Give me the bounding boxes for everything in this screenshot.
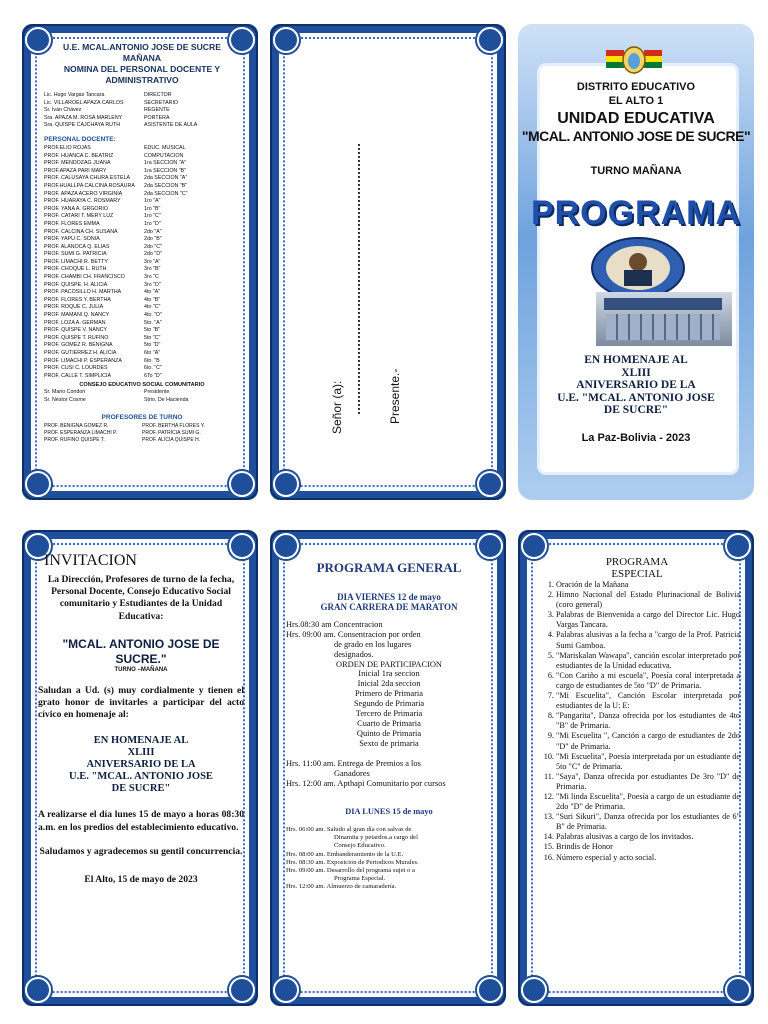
program-item: 1. Oración de la Mañana [556,580,740,590]
schedule-line: Hrs. 09:00 am. Consentracion por orden [286,630,421,639]
staff-role: 6to. "C" [144,365,162,372]
staff-name: PROF. YANA A. GRGORIO [44,205,108,212]
program-item: 2. Himno Nacional del Estado Plurinacional de Bolivia (coro general) [556,590,740,610]
orden-item: Primero de Primaria [355,689,423,698]
staff-row [44,145,240,153]
heading-line: NOMINA DEL PERSONAL DOCENTE Y [63,64,221,74]
invitation-homenaje [38,735,244,795]
staff-row [44,236,240,244]
invitation-signature: El Alto, 15 de mayo de 2023 [84,874,198,886]
staff-name: PROF. CHOQUE L. RUTH [44,266,107,273]
staff-name: PROF. QUISPE V. NANCY [44,327,108,334]
orden-item: Segundo de Primaria [353,699,425,708]
staff-role: 2do "B" [144,236,162,243]
orden-item: Quinto de Primaria [356,729,422,738]
invitation-panel [22,530,258,1006]
staff-role: 4to. "D" [144,312,162,319]
schedule-line: Programa Especial. [334,875,386,883]
turno-name: PROF. RUFINO QUISPE T. [44,436,105,443]
schedule-line: Ganadores [334,769,370,778]
staff-role: 5to. "A" [144,319,162,326]
staff-row [44,358,240,366]
staff-name: PROF.ELIO ROJAS [44,144,91,151]
homenaje-line: ANIVERSARIO DE LA [576,379,696,391]
staff-role: 5to "D" [144,342,161,349]
homenaje-line: U.E. "MCAL. ANTONIO JOSE [69,771,213,783]
staff-row [44,259,240,267]
staff-row [44,297,240,305]
program-special-title [534,556,740,580]
staff-row [44,365,240,373]
staff-role: 4to "C" [144,304,161,311]
homenaje-line: XLIII [127,747,155,759]
turno-name: PROF. PATRICIA SUMI G. [142,429,201,436]
invitation-greeting: Saludan a Ud. (s) muy cordialmente y tienen el grato honor de invitarles a participar del acto cívico en homenaje al: [38,684,244,721]
day2-title: DIA LUNES 15 de mayo [345,807,433,816]
staff-role: 6To "D" [144,372,162,379]
staff-name: PROF. CHAMBI CH. FRANCISCO [44,274,125,281]
staff-role: REGENTE [144,107,170,114]
orden-title: ORDEN DE PARTICIPACION [336,660,442,669]
staff-role: Strio. De Hacienda [144,396,189,403]
staff-row [44,206,240,214]
staff-name: PROF. LIMACHI P. ESPERANZA [44,357,122,364]
staff-row [44,320,240,328]
address-panel [270,24,506,500]
turno-grid [44,423,240,444]
schedule-day2 [286,826,492,892]
staff-row [44,183,240,191]
staff-row [44,373,240,381]
school-name: "MCAL. ANTONIO JOSE DE SUCRE" [521,128,751,144]
staff-row [44,244,240,252]
program-item: 12. "Mi linda Escuelita", Poesía a cargo de un estudiante de 2do "D" de Primaria. [556,792,740,812]
staff-role: 3ro "C [144,274,159,281]
program-item: 9. "Mi Escuelita ", Canción a cargo de estudiantes de 2do "D" de Primaria. [556,731,740,751]
program-item: 4. Palabras alusivas a la fecha a "cargo de la Prof. Patricia Sumi Gamboa. [556,630,740,650]
staff-role: 2da SECCION "B" [144,182,188,189]
staff-name: PROF.HUALLPA CALCINA ROSAURA [44,182,135,189]
homenaje-block [518,354,754,417]
program-item: 7. "Mi Escuelita", Canción Escolar interpretada por estudiantes de la U: E: [556,691,740,711]
unidad-title: UNIDAD EDUCATIVA [557,110,715,127]
homenaje-line: U.E. "MCAL. ANTONIO JOSE [557,391,715,404]
staff-name: PROF. CALLE T. SIMPLICIA [44,372,112,379]
staff-role: EDUC. MUSICAL [144,144,186,151]
staff-row [44,191,240,199]
staff-row [44,175,240,183]
heading-line: ADMINISTRATIVO [105,75,179,85]
staff-role: 2da SECCION "A" [144,175,188,182]
staff-row [44,251,240,259]
staff-name: PROF. LOZA A. GERMAN [44,319,106,326]
orden-item: Inicial 2da seccion [357,679,421,688]
turno-right [142,423,240,444]
homenaje-line: ANIVERSARIO DE LA [86,759,196,771]
staff-row [44,213,240,221]
schedule-line: Hrs. 06:00 am. Saludo al gran día con salvas de [286,826,412,833]
staff-row [44,289,240,297]
staff-row [44,221,240,229]
turno-title: PROFESORES DE TURNO [101,413,183,421]
staff-row [44,122,240,130]
turno-name: PROF. BENIGNA GOMEZ R. [44,422,109,429]
homenaje-line: EN HOMENAJE AL [584,354,688,366]
turno-left [44,423,142,444]
staff-role: 3ro "D" [144,281,161,288]
staff-name: PROF. LIMACHI R. BETTY [44,258,108,265]
staff-name: PROF. CALUSAYA CHURA ESTELA [44,175,131,182]
homenaje-line: XLIII [621,366,651,379]
district-line: EL ALTO 1 [608,95,664,107]
program-item: 10. "Mi Escuelita", Poesía interpretada por un estudiante de 5to "C" de Primaria. [556,752,740,772]
invitation-title: INVITACION [44,552,137,569]
staff-name: PROF. YAPU C. SONIA [44,236,100,243]
school-emblem-icon [588,236,688,300]
staff-role: 2do "D" [144,251,162,258]
orden-item: Inicial 1ra seccion [358,669,420,678]
staff-role: 3ro "A" [144,258,161,265]
invitation-date-text: A realizarse el día lunes 15 de mayo a horas 08:30 a.m. en los predios del establecimiento educativo. [38,809,244,833]
staff-role: 2do "A" [144,228,162,235]
staff-name: PROF.APAZA PARI MARY [44,167,107,174]
invitation-closing: Saludamos y agradecemos su gentil concurrencia. [39,845,243,857]
invitation-intro: La Dirección, Profesores de turno de la fecha, Personal Docente, Consejo Educativo Social comunitario y Estudiantes de la Unidad Educativa: [47,574,235,622]
staff-name: PROF. GUTIERREZ H. ALICIA [44,350,117,356]
program-item: 8. "Pangarita", Danza ofrecida por los estudiantes de 4to "B" de Primaria. [556,711,740,731]
staff-name: PROF. SUMI G. PATRICIA [44,251,107,258]
homenaje-line: EN HOMENAJE AL [93,735,189,747]
staff-role: 1ro "D" [144,220,161,227]
staff-role: Presidente [144,389,170,396]
admin-list [44,92,240,130]
staff-role: 6to. "B [144,357,160,364]
program-item: 5. "Mariskalan Wawapa", canción escolar interpretado por estudiantes de la Unidad educativa. [556,651,740,671]
schedule-line: Hrs.08:30 am Concentracion [286,620,383,629]
staff-role: 2do "C" [144,243,162,250]
consejo-title: CONSEJO EDUCATIVO SOCIAL COMUNITARIO [79,382,205,389]
staff-name: Lic. Hugo Vargas Tancara [44,92,105,98]
staff-name: PROF. CUSI C. LOURDES [44,365,108,372]
homenaje-line: DE SUCRE" [111,783,171,795]
staff-role: 4to "B" [144,296,161,303]
program-item: 6. "Con Cariño a mi escuela", Poesía coral interpretada a cargo de estudiantes de 5to "D" de Primaria. [556,671,740,691]
schedule-line: designados. [334,650,374,659]
place-year: La Paz-Bolivia - 2023 [581,432,691,444]
program-item: 14. Palabras alusivas a cargo de los invitados. [556,832,740,842]
schedule-day1 [286,620,492,660]
staff-list-panel [22,24,258,500]
staff-row [44,304,240,312]
program-special-panel [518,530,754,1006]
staff-role: 1ro "B" [144,205,161,212]
program-item: 3. Palabras de Bienvenida a cargo del Director Lic. Hugo Vargas Tancara. [556,610,740,630]
staff-heading [44,42,240,86]
staff-role: DIRECTOR [144,92,172,98]
staff-name: PROF. ROQUE C. JULIA [44,304,104,311]
staff-name: PROF. ALANOCA Q. ELIAS [44,243,110,250]
staff-name: PROF. FLORES EMMA [44,220,100,227]
staff-row [44,100,240,108]
title-line: PROGRAMA [605,556,669,568]
dotted-line [358,144,360,414]
staff-role: ASISTENTE DE AULA [144,122,198,129]
staff-role: 6to "A" [144,350,161,356]
program-general-panel [270,530,506,1006]
staff-row [44,92,240,100]
staff-name: PROF. HUARAYA C. ROSMARY [44,198,121,205]
staff-role: 5to "C" [144,334,161,341]
staff-name: Sra. QUISPE CAJCHAYA RUTH [44,122,121,129]
orden-list [286,669,492,749]
staff-name: PROF. CATARI T. MERY LUZ [44,213,114,220]
staff-name: Sr. Iván Chávez [44,107,82,114]
staff-name: Sr. Mario Condori [44,389,86,396]
staff-name: PROF. PACOSILLO H. MARTHA [44,289,122,296]
staff-row [44,115,240,123]
orden-item: Cuarto de Primaria [357,719,421,728]
turno-name: PROF. ALICIA QUISPE H. [142,436,201,443]
title-line: ESPECIAL [611,568,663,580]
staff-row [44,168,240,176]
docente-list [44,145,240,380]
staff-row [44,350,240,358]
staff-row [44,327,240,335]
staff-name: PROF. GOMEZ R. BENIGNA [44,342,113,349]
event1-title: GRAN CARRERA DE MARATON [320,602,458,612]
staff-role: 1ro "C" [144,213,161,220]
staff-row [44,274,240,282]
bolivia-shield-icon [602,44,666,76]
schedule-line: Consejo Educativo. [334,842,386,850]
homenaje-line: DE SUCRE" [603,404,669,416]
senor-label: Señor (a): [330,380,344,434]
invitation-turno: TURNO –MAÑANA [114,666,168,673]
staff-row [44,335,240,343]
program-general-title: PROGRAMA GENERAL [316,560,462,575]
staff-row [44,266,240,274]
schedule-line: Dinamita y petardos.a cargo del [334,834,418,842]
schedule-line: Hrs. 11:00 am. Entrega de Premios a los [286,759,421,768]
schedule-line: de grado en los lugares [334,640,412,649]
staff-name: Sr. Néstor Cosme [44,396,86,403]
staff-row [44,198,240,206]
turno-label: TURNO MAÑANA [590,165,682,177]
staff-name: Sra. APAZA M. ROSA MARLENY [44,114,123,121]
school-building-photo [596,292,732,346]
staff-name: PROF. MAMANI Q. NANCY [44,312,110,319]
schedule-line: Hrs. 12:00 am. Apthapi Comunitario por cursos [286,779,446,788]
heading-line: U.E. MCAL.ANTONIO JOSE DE SUCRE [63,42,221,52]
presente-label: Presente.- [388,368,402,424]
staff-row [44,312,240,320]
staff-name: PROF. QUISPE. H. ALICIA [44,281,108,288]
staff-role: COMPUTACION [144,152,184,159]
program-item: 13. "Suri Sikuri", Danza ofrecida por los estudiantes de 6" B" de Primaria. [556,812,740,832]
ornate-frame [270,24,506,500]
turno-name: PROF. BERTHA FLORES Y. [142,422,205,429]
staff-row [44,229,240,237]
staff-role: 2da SECCION "C" [144,190,188,197]
staff-row [44,282,240,290]
staff-role: 1ro "A" [144,198,161,205]
consejo-list [44,389,240,404]
staff-row [44,160,240,168]
heading-line: MAÑANA [122,53,162,63]
staff-row [44,389,240,397]
schedule-line: Hrs. 09:00 am. Desarrollo del programa sujet o a [286,867,415,875]
schedule-line: Hrs. 08:00 am. Embanderamiento de la U.E. [286,850,404,858]
program-item: 11. "Saya", Danza ofrecida por estudiantes De 3ro "D" de Primaria. [556,772,740,792]
staff-row [44,397,240,405]
special-program-list [534,580,740,863]
staff-name: PROF. CALCINA CH. SUSANA [44,228,118,235]
staff-role: 3ro "B" [144,266,161,273]
day1-title: DIA VIERNES 12 de mayo [337,592,441,602]
staff-name: Lic. VILLAROEL APAZA CARLOS [44,99,124,106]
staff-role: 4to "A" [144,289,161,296]
staff-name: PROF. APAZA ACERO VIRGINIA [44,190,123,197]
staff-name: PROF. QUISPE T. RUFINO [44,334,109,341]
invitation-school: "MCAL. ANTONIO JOSE DE SUCRE." [62,636,220,666]
staff-role: SECRETARIO [144,99,179,106]
district-line: DISTRITO EDUCATIVO [576,81,696,93]
staff-role: PORTERA [144,114,170,121]
staff-row [44,342,240,350]
staff-name: PROF. FLORES Y. BERTHA [44,296,111,303]
program-item: 15. Brindis de Honor [556,842,740,852]
staff-name: PROF. HUANCA C. BEATRIZ [44,152,114,159]
staff-role: 1ra SECCION "A" [144,160,187,167]
program-item: 16. Número especial y acto social. [556,853,740,863]
staff-role: 1ra SECCION "B" [144,167,187,174]
orden-item: Sexto de primaria [359,739,419,748]
schedule-line: Hrs. 08:30 am. Exposicion de Periodicos Murales. [286,858,419,866]
docente-title: PERSONAL DOCENTE: [44,135,116,143]
staff-name: PROF. MENDOZAG JUANA [44,160,111,167]
district-block [518,80,754,108]
staff-row [44,153,240,161]
schedule-line: Hrs. 12:00 am. Almuerzo de camaradería. [286,883,397,891]
turno-name: PROF. ESPERANZA LIMACHI P. [44,429,118,436]
programa-title: PROGRAMA [530,194,742,232]
cover-panel [518,24,754,500]
staff-row [44,107,240,115]
schedule-day1-late [286,759,492,789]
staff-role: 5to "B" [144,327,161,334]
orden-item: Tercero de Primaria [355,709,423,718]
